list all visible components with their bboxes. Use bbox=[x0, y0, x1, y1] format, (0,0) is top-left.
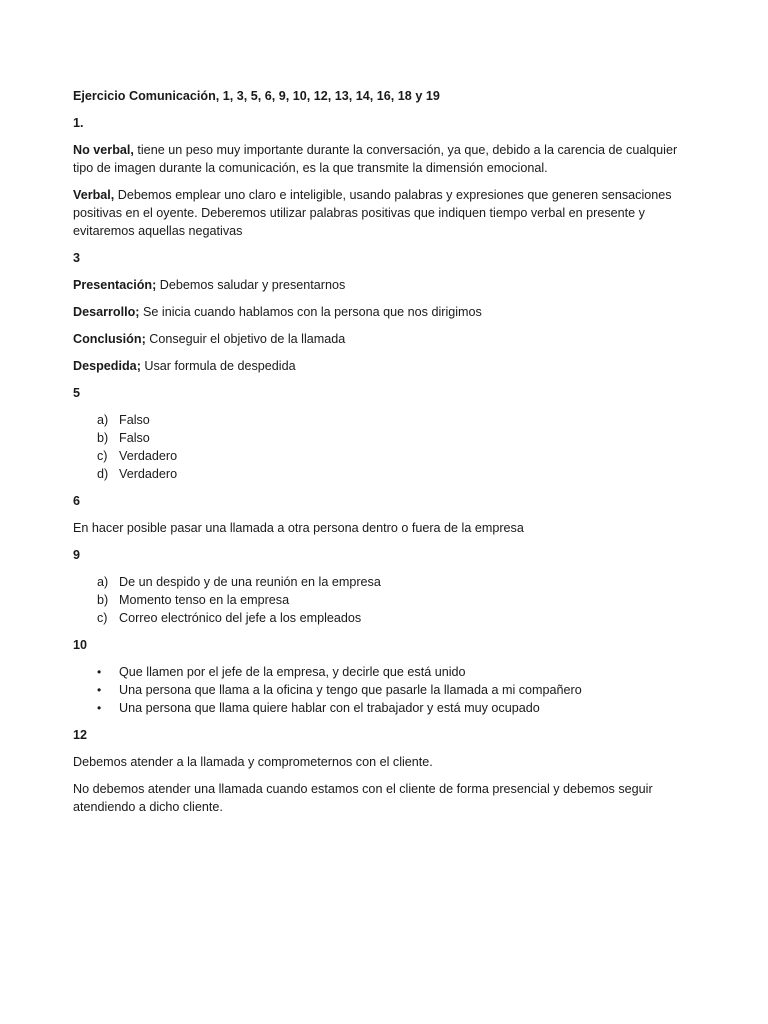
list-marker: b) bbox=[97, 431, 109, 445]
term-desarrollo: Desarrollo; bbox=[73, 305, 140, 319]
paragraph-despedida bbox=[73, 357, 693, 375]
list-marker: c) bbox=[97, 611, 108, 625]
list-item bbox=[73, 699, 693, 717]
list-item bbox=[73, 465, 693, 483]
list-marker: a) bbox=[97, 413, 109, 427]
section-number-12: 12 bbox=[73, 728, 88, 742]
paragraph-section-6: En hacer posible pasar una llamada a otra persona dentro o fuera de la empresa bbox=[73, 521, 524, 535]
term-presentacion: Presentación; bbox=[73, 278, 157, 292]
term-despedida: Despedida; bbox=[73, 359, 141, 373]
bullet-icon: • bbox=[97, 665, 102, 679]
definition-verbal: Debemos emplear uno claro e inteligible, usando palabras y expresiones que generen sensaciones positivas en el oyente. Deberemos utilizar palabras positivas que indiquen tiempo verbal en presente y evitaremos aquellas negativas bbox=[73, 188, 672, 238]
definition-conclusion: Conseguir el objetivo de la llamada bbox=[145, 332, 346, 346]
bullet-icon: • bbox=[97, 683, 102, 697]
section-number-9: 9 bbox=[73, 548, 81, 562]
paragraph-no-verbal bbox=[73, 141, 693, 177]
list-item bbox=[73, 573, 693, 591]
term-no-verbal: No verbal, bbox=[73, 143, 134, 157]
paragraph-section-12-first: Debemos atender a la llamada y comprometernos con el cliente. bbox=[73, 755, 433, 769]
definition-no-verbal: tiene un peso muy importante durante la conversación, ya que, debido a la carencia de cualquier tipo de imagen durante la comunicación, es la que transmite la dimensión emocional. bbox=[73, 143, 678, 175]
document-page bbox=[73, 87, 693, 825]
paragraph-verbal bbox=[73, 186, 693, 240]
section-number-5: 5 bbox=[73, 386, 81, 400]
list-marker: d) bbox=[97, 467, 109, 481]
list-item-text: Verdadero bbox=[119, 449, 178, 463]
definition-desarrollo: Se inicia cuando hablamos con la persona que nos dirigimos bbox=[139, 305, 482, 319]
paragraph-presentacion bbox=[73, 276, 693, 294]
list-marker: a) bbox=[97, 575, 109, 589]
answer-list-9 bbox=[73, 573, 693, 627]
paragraph-section-12-second: No debemos atender una llamada cuando estamos con el cliente de forma presencial y debemos seguir atendiendo a dicho cliente. bbox=[73, 782, 653, 814]
term-verbal: Verbal, bbox=[73, 188, 115, 202]
definition-presentacion: Debemos saludar y presentarnos bbox=[156, 278, 346, 292]
list-item-text: Momento tenso en la empresa bbox=[119, 593, 290, 607]
bullet-list-10 bbox=[73, 663, 693, 717]
list-item-text: Falso bbox=[119, 413, 150, 427]
list-item-text: Correo electrónico del jefe a los empleados bbox=[119, 611, 362, 625]
section-number-6: 6 bbox=[73, 494, 81, 508]
document-title: Ejercicio Comunicación, 1, 3, 5, 6, 9, 10, 12, 13, 14, 16, 18 y 19 bbox=[73, 89, 440, 103]
bullet-icon: • bbox=[97, 701, 102, 715]
list-marker: c) bbox=[97, 449, 108, 463]
list-item-text: Verdadero bbox=[119, 467, 178, 481]
list-item-text: Una persona que llama quiere hablar con el trabajador y está muy ocupado bbox=[119, 701, 540, 715]
section-number-10: 10 bbox=[73, 638, 88, 652]
term-conclusion: Conclusión; bbox=[73, 332, 146, 346]
list-item bbox=[73, 591, 693, 609]
section-number-1: 1. bbox=[73, 116, 84, 130]
list-item bbox=[73, 447, 693, 465]
list-item-text: Falso bbox=[119, 431, 150, 445]
list-marker: b) bbox=[97, 593, 109, 607]
list-item-text: Que llamen por el jefe de la empresa, y decirle que está unido bbox=[119, 665, 466, 679]
answer-list-5 bbox=[73, 411, 693, 483]
list-item bbox=[73, 609, 693, 627]
list-item bbox=[73, 429, 693, 447]
list-item bbox=[73, 663, 693, 681]
definition-despedida: Usar formula de despedida bbox=[140, 359, 296, 373]
paragraph-conclusion bbox=[73, 330, 693, 348]
section-number-3: 3 bbox=[73, 251, 81, 265]
list-item-text: Una persona que llama a la oficina y tengo que pasarle la llamada a mi compañero bbox=[119, 683, 582, 697]
paragraph-desarrollo bbox=[73, 303, 693, 321]
list-item bbox=[73, 681, 693, 699]
list-item bbox=[73, 411, 693, 429]
list-item-text: De un despido y de una reunión en la empresa bbox=[119, 575, 381, 589]
